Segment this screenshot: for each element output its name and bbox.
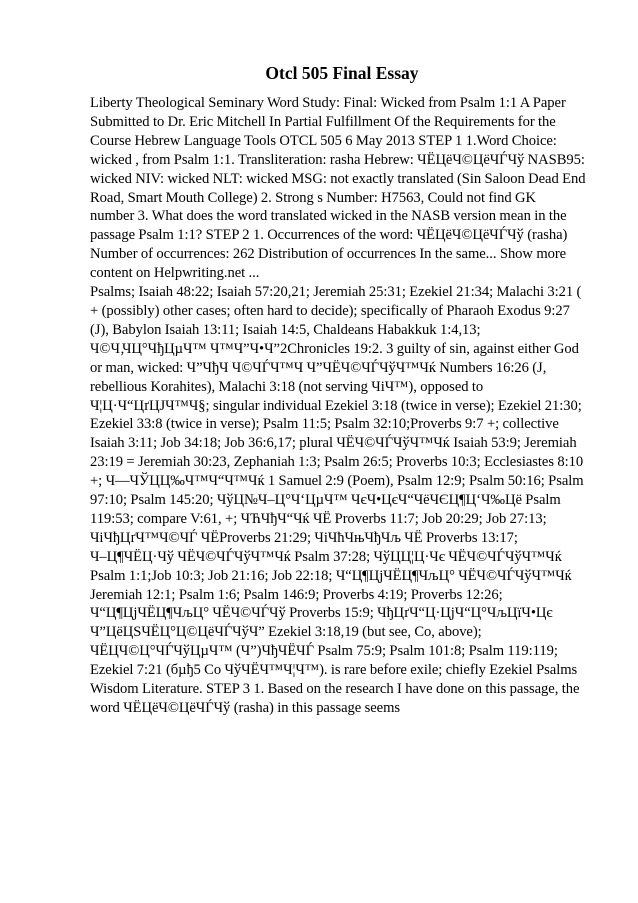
body-line: Number of occurrences: 262 Distribution of occurrences In the same... Show more xyxy=(90,246,567,263)
body-line: +; Ч—ЧЎЦЦ‰Ч™Ч“Ч™Чќ 1 Samuel 2:9 (Poem), Psalm 12:9; Psalm 50:16; Psalm xyxy=(90,473,584,490)
body-line: content on Helpwriting.net ... xyxy=(90,265,260,282)
body-line: Ч–Ц¶ЧЁЦ·Чў ЧЁЧ©ЧЃЧўЧ™Чќ Psalm 37:28; ЧўЦЦ¦Ц·Чє ЧЁЧ©ЧЃЧўЧ™Чќ xyxy=(90,548,562,565)
body-line: Ч¦Ц·Ч“ЦґЦЈЧ™Ч§; singular individual Ezekiel 3:18 (twice in verse); Ezekiel 21:30; xyxy=(90,397,582,414)
body-line: ЧЁЦЧ©Ц°ЧЃЧўЦµЧ™ (Ч”)ЧђЧЁЧЃ Psalm 75:9; Psalm 101:8; Psalm 119:119; xyxy=(90,643,558,660)
body-line: Ezekiel 33:8 (twice in verse); Psalm 11:5; Psalm 32:10;Proverbs 9:7 +; collective xyxy=(90,416,559,433)
document-title: Otcl 505 Final Essay xyxy=(265,63,419,83)
body-line: passage Psalm 1:1? STEP 2 1. Occurrences of the word: ЧЁЦёЧ©ЦёЧЃЧў (rasha) xyxy=(90,227,568,244)
body-line: wicked NIV: wicked NLT: wicked MSG: not exactly translated (Sin Saloon Dead End xyxy=(90,170,586,187)
body-line: Submitted to Dr. Eric Mitchell In Partial Fulfillment Of the Requirements for the xyxy=(90,113,556,130)
body-line: 23:19 = Jeremiah 30:23, Zephaniah 1:3; Psalm 26:5; Proverbs 10:3; Ecclesiastes 8:10 xyxy=(90,454,584,471)
body-line: Road, Smart Mouth College) 2. Strong s Number: H7563, Could not find GK xyxy=(90,189,537,206)
body-line: ЧiЧђЦґЧ™Ч©ЧЃ ЧЁProverbs 21:29; ЧiЧћЧњЧђЧљ ЧЁ Proverbs 13:17; xyxy=(90,529,518,546)
body-line: Wisdom Literature. STEP 3 1. Based on the research I have done on this passage, the xyxy=(90,681,580,698)
body-line: 119:53; compare V:61, +; ЧЋЧђЧ“Чќ ЧЁ Proverbs 11:7; Job 20:29; Job 27:13; xyxy=(90,510,547,527)
document-body xyxy=(90,94,594,718)
body-line: number 3. What does the word translated wicked in the NASB version mean in the xyxy=(90,208,567,225)
body-line: Ч“Ц¶ЦјЧЁЦ¶ЧљЦ° ЧЁЧ©ЧЃЧў Proverbs 15:9; ЧђЦґЧ“Ц·ЦјЧ“Ц°ЧљЦїЧ•Цє xyxy=(90,605,553,622)
body-line: (J), Babylon Isaiah 13:11; Isaiah 14:5, Chaldeans Habakkuk 1:4,13; xyxy=(90,321,481,338)
body-line: rebellious Korahites), Malachi 3:18 (not serving ЧiЧ™), opposed to xyxy=(90,378,484,395)
body-line: + (possibly) other cases; often hard to decide); specifically of Pharaoh Exodus 9:27 xyxy=(90,302,570,319)
body-line: Ч©Ч‚ЧЦ°ЧђЦµЧ™ Ч™Ч”Ч•Ч”2Chronicles 19:2. 3 guilty of sin, against either God xyxy=(90,340,579,357)
body-line: Psalms; Isaiah 48:22; Isaiah 57:20,21; Jeremiah 25:31; Ezekiel 21:34; Malachi 3:21 ( xyxy=(90,284,582,301)
body-line: Isaiah 3:11; Job 34:18; Job 36:6,17; plural ЧЁЧ©ЧЃЧўЧ™Чќ Isaiah 53:9; Jeremiah xyxy=(90,435,577,452)
body-line: Ч”ЦёЦSЧЁЦ°Ц©ЦёЧЃЧўЧ” Ezekiel 3:18,19 (but see, Co, above); xyxy=(90,624,482,641)
body-line: Psalm 1:1;Job 10:3; Job 21:16; Job 22:18; Ч“Ц¶ЦјЧЁЦ¶ЧљЦ° ЧЁЧ©ЧЃЧўЧ™Чќ xyxy=(90,567,572,584)
body-line: Jeremiah 12:1; Psalm 1:6; Psalm 146:9; Proverbs 4:19; Proverbs 12:26; xyxy=(90,586,503,603)
body-line: Liberty Theological Seminary Word Study: Final: Wicked from Psalm 1:1 A Paper xyxy=(90,95,566,111)
body-line: Course Hebrew Language Tools OTCL 505 6 May 2013 STEP 1 1.Word Choice: xyxy=(90,132,557,149)
body-line: wicked , from Psalm 1:1. Transliteration: rasha Hebrew: ЧЁЦёЧ©ЦёЧЃЧў NASB95: xyxy=(90,151,585,168)
body-line: 97:10; Psalm 145:20; ЧўЦ№Ч–Ц°Ч‘ЦµЧ™ ЧєЧ•ЦєЧ“ЧёЧЄЦ¶Ц‘Ч‰Цё Psalm xyxy=(90,492,561,509)
body-line: or man, wicked: Ч”ЧђЧ Ч©ЧЃЧ™Ч Ч”ЧЁЧ©ЧЃЧўЧ™Чќ Numbers 16:26 (J, xyxy=(90,359,547,376)
body-line: word ЧЁЦёЧ©ЦёЧЃЧў (rasha) in this passage seems xyxy=(90,700,401,716)
body-line: Ezekiel 7:21 (бµђ5 Co ЧўЧЁЧ™Ч¦Ч™). is rare before exile; chiefly Ezekiel Psalms xyxy=(90,662,578,679)
